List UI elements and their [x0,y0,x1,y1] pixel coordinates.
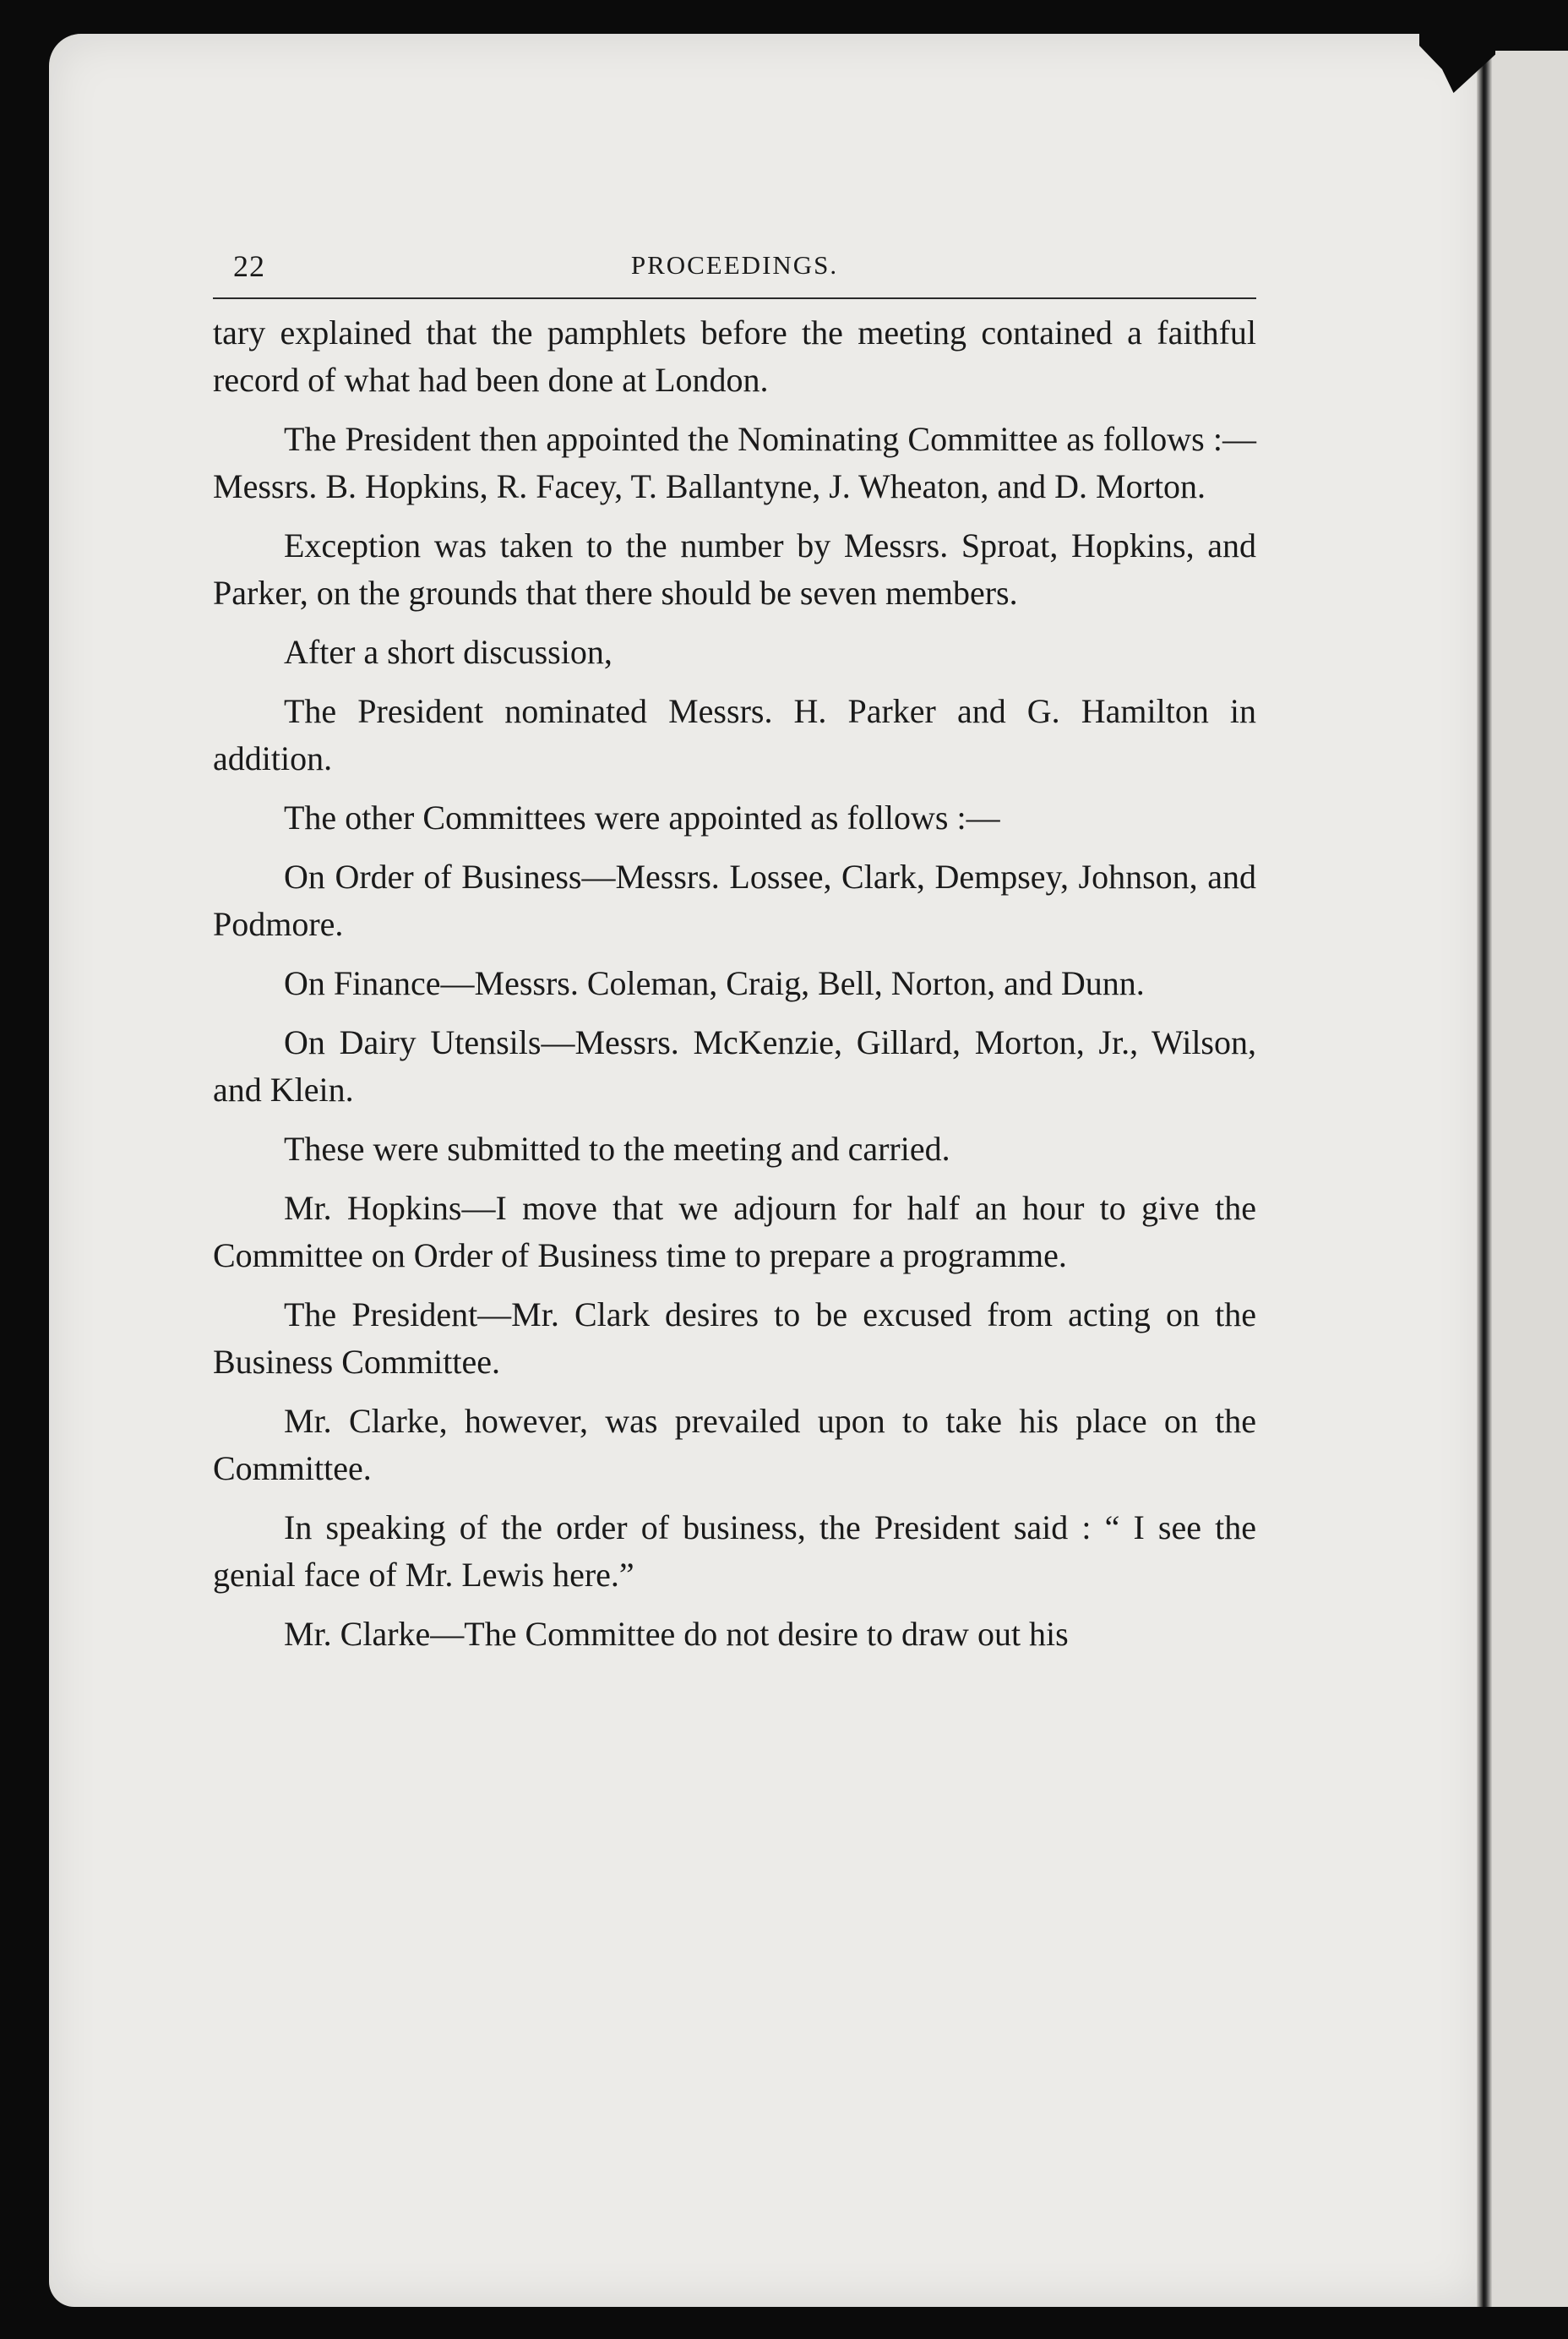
page-number: 22 [233,249,265,283]
paragraph: The President then appointed the Nominating Committee as follows :—Messrs. B. Hopkins, R. Facey, T. Ballantyne, J. Wheaton, and D. Morton. [213,420,1256,505]
paragraph: On Order of Business—Messrs. Lossee, Clark, Dempsey, Johnson, and Podmore. [213,858,1256,943]
paragraph: tary explained that the pamphlets before the meeting contained a faithful record of what had been done at London. [213,314,1256,399]
paragraph: On Dairy Utensils—Messrs. McKenzie, Gillard, Morton, Jr., Wilson, and Klein. [213,1023,1256,1109]
paragraph: The President—Mr. Clark desires to be excused from acting on the Business Committee. [213,1295,1256,1381]
facing-page-edge [1489,51,1568,2307]
paragraph: Mr. Clarke, however, was prevailed upon to take his place on the Committee. [213,1402,1256,1487]
paragraph: Mr. Clarke—The Committee do not desire to draw out his [284,1615,1069,1653]
paragraph: Mr. Hopkins—I move that we adjourn for half an hour to give the Committee on Order of Business time to prepare a programme. [213,1189,1256,1274]
paragraph: In speaking of the order of business, the President said : “ I see the genial face of Mr. Lewis here.” [213,1508,1256,1594]
running-title: PROCEEDINGS. [630,250,839,280]
paragraph: The other Committees were appointed as follows :— [284,799,1000,837]
paragraph: Exception was taken to the number by Messrs. Sproat, Hopkins, and Parker, on the grounds that there should be seven members. [213,526,1256,612]
paragraph: The President nominated Messrs. H. Parker and G. Hamilton in addition. [213,692,1256,777]
paragraph: These were submitted to the meeting and carried. [284,1130,950,1168]
paragraph: On Finance—Messrs. Coleman, Craig, Bell, Norton, and Dunn. [284,964,1145,1002]
page-content [213,247,1256,1658]
page-gutter [1477,51,1492,2307]
running-head [213,247,1256,299]
paragraph: After a short discussion, [284,633,612,671]
